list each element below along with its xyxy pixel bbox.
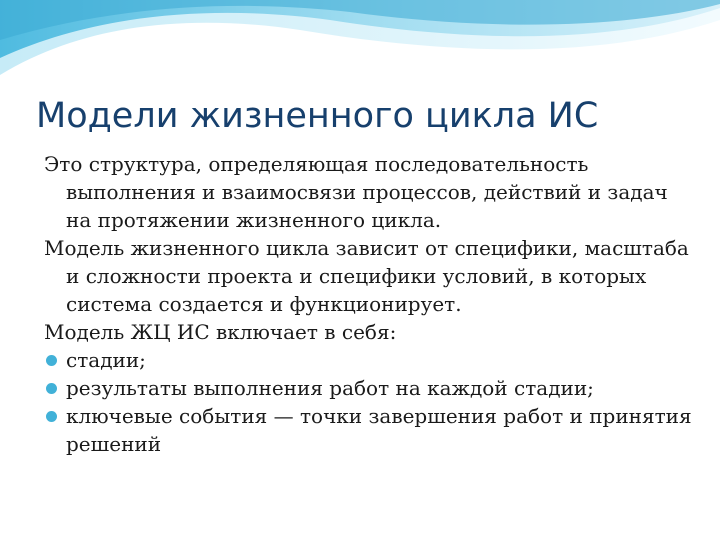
bullet-dot-icon bbox=[46, 383, 57, 394]
list-item bbox=[44, 402, 694, 458]
definition-paragraph: Это структура, определяющая последовательность выполнения и взаимосвязи процессов, действий и задач на протяжении жизненного цикла. bbox=[44, 152, 668, 232]
list-item-text: ключевые события — точки завершения работ и принятия решений bbox=[66, 404, 692, 456]
includes-paragraph: Модель ЖЦ ИС включает в себя: bbox=[44, 320, 397, 344]
list-item bbox=[44, 346, 694, 374]
list-item bbox=[44, 374, 694, 402]
slide-title: Модели жизненного цикла ИС bbox=[36, 96, 599, 136]
bullet-dot-icon bbox=[46, 355, 57, 366]
bullet-dot-icon bbox=[46, 411, 57, 422]
slide-content bbox=[44, 150, 694, 458]
header-wave-decoration bbox=[0, 0, 720, 90]
list-item-text: стадии; bbox=[66, 348, 146, 372]
dependency-paragraph: Модель жизненного цикла зависит от специфики, масштаба и сложности проекта и специфики условий, в которых система создается и функционирует. bbox=[44, 236, 689, 316]
list-item-text: результаты выполнения работ на каждой стадии; bbox=[66, 376, 594, 400]
